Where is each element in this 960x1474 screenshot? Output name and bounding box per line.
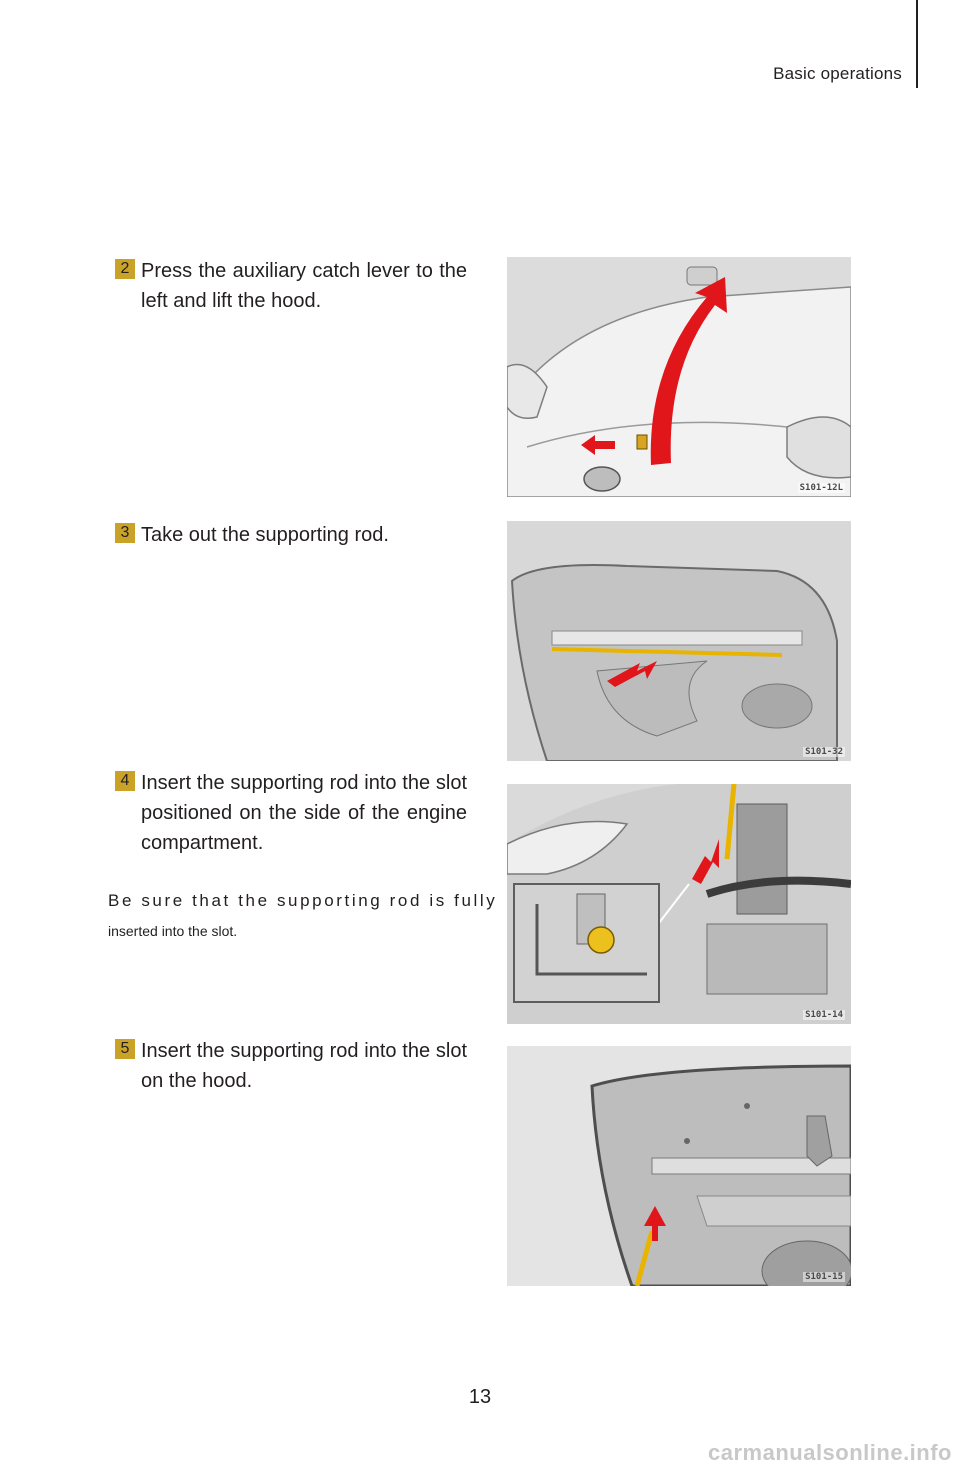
page-number: 13 <box>468 1386 492 1408</box>
header-rule <box>916 0 918 88</box>
note-line-1: Be sure that the supporting rod is fully <box>108 891 498 910</box>
step-text: Take out the supporting rod. <box>141 524 389 546</box>
figure-insert-rod-hood <box>507 1046 851 1286</box>
insert-rod-engine-illustration <box>507 784 851 1024</box>
step-4 <box>115 768 467 858</box>
insert-rod-hood-illustration <box>507 1046 851 1286</box>
step-text: Insert the supporting rod into the slot on the hood. <box>141 1040 467 1092</box>
figure-insert-rod-engine <box>507 784 851 1024</box>
figure-code: S101-14 <box>805 1010 843 1020</box>
step-number-badge: 5 <box>115 1039 135 1059</box>
figure-code: S101-15 <box>805 1272 843 1282</box>
hood-lift-illustration <box>507 257 851 497</box>
step-3 <box>115 520 467 550</box>
step-number-badge: 3 <box>115 523 135 543</box>
note-line-2: inserted into the slot. <box>108 923 238 939</box>
step-2 <box>115 256 467 316</box>
step-text: Insert the supporting rod into the slot positioned on the side of the engine compartment. <box>141 772 467 854</box>
figure-code: S101-32 <box>805 747 843 757</box>
step-number-badge: 4 <box>115 771 135 791</box>
slot-icon <box>588 927 614 953</box>
figure-take-out-rod <box>507 521 851 761</box>
emblem-icon <box>584 467 620 491</box>
step-text: Press the auxiliary catch lever to the left and lift the hood. <box>141 260 467 312</box>
figure-hood-lift <box>507 257 851 497</box>
section-title: Basic operations <box>773 64 902 83</box>
footer-watermark: carmanualsonline.info <box>708 1440 952 1465</box>
step-5 <box>115 1036 467 1096</box>
caution-note <box>108 886 498 946</box>
step-number-badge: 2 <box>115 259 135 279</box>
figure-code: S101-12L <box>799 483 843 493</box>
take-out-rod-illustration <box>507 521 851 761</box>
